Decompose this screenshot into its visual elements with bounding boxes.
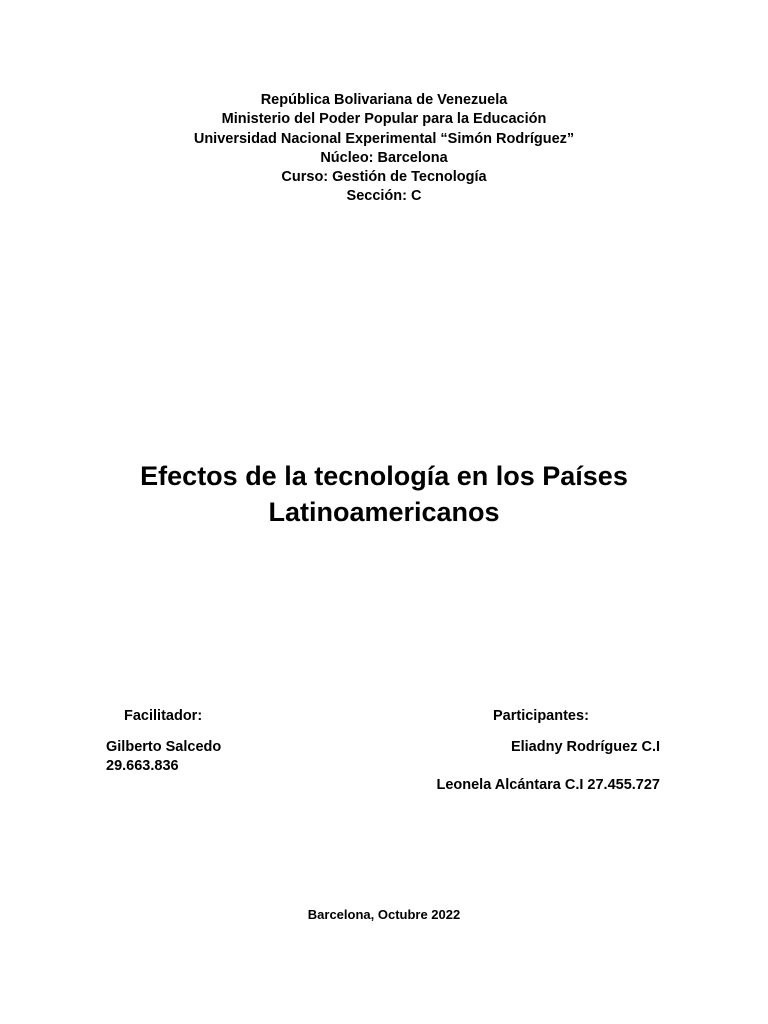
header-university: Universidad Nacional Experimental “Simón Rodríguez” <box>193 130 575 147</box>
header-course: Curso: Gestión de Tecnología <box>281 169 487 186</box>
participant-item: Leonela Alcántara C.I 27.455.727 <box>436 777 660 793</box>
title-line-2: Latinoamericanos <box>268 497 500 527</box>
place-date: Barcelona, Octubre 2022 <box>307 907 461 922</box>
facilitator-label: Facilitador: <box>124 708 203 724</box>
facilitator-id: 29.663.836 <box>106 758 179 774</box>
header-republic: República Bolivariana de Venezuela <box>260 92 508 108</box>
header-section: Sección: C <box>346 188 422 205</box>
header-ministry: Ministerio del Poder Popular para la Educación <box>221 111 547 128</box>
participant-item: Eliadny Rodríguez C.I <box>510 739 660 755</box>
participants-label: Participantes: <box>493 708 589 724</box>
document-title <box>60 458 708 530</box>
title-line-1: Efectos de la tecnología en los Países <box>140 461 628 491</box>
institution-header <box>0 91 768 207</box>
facilitator-name: Gilberto Salcedo <box>106 739 222 755</box>
header-nucleus: Núcleo: Barcelona <box>320 149 448 166</box>
